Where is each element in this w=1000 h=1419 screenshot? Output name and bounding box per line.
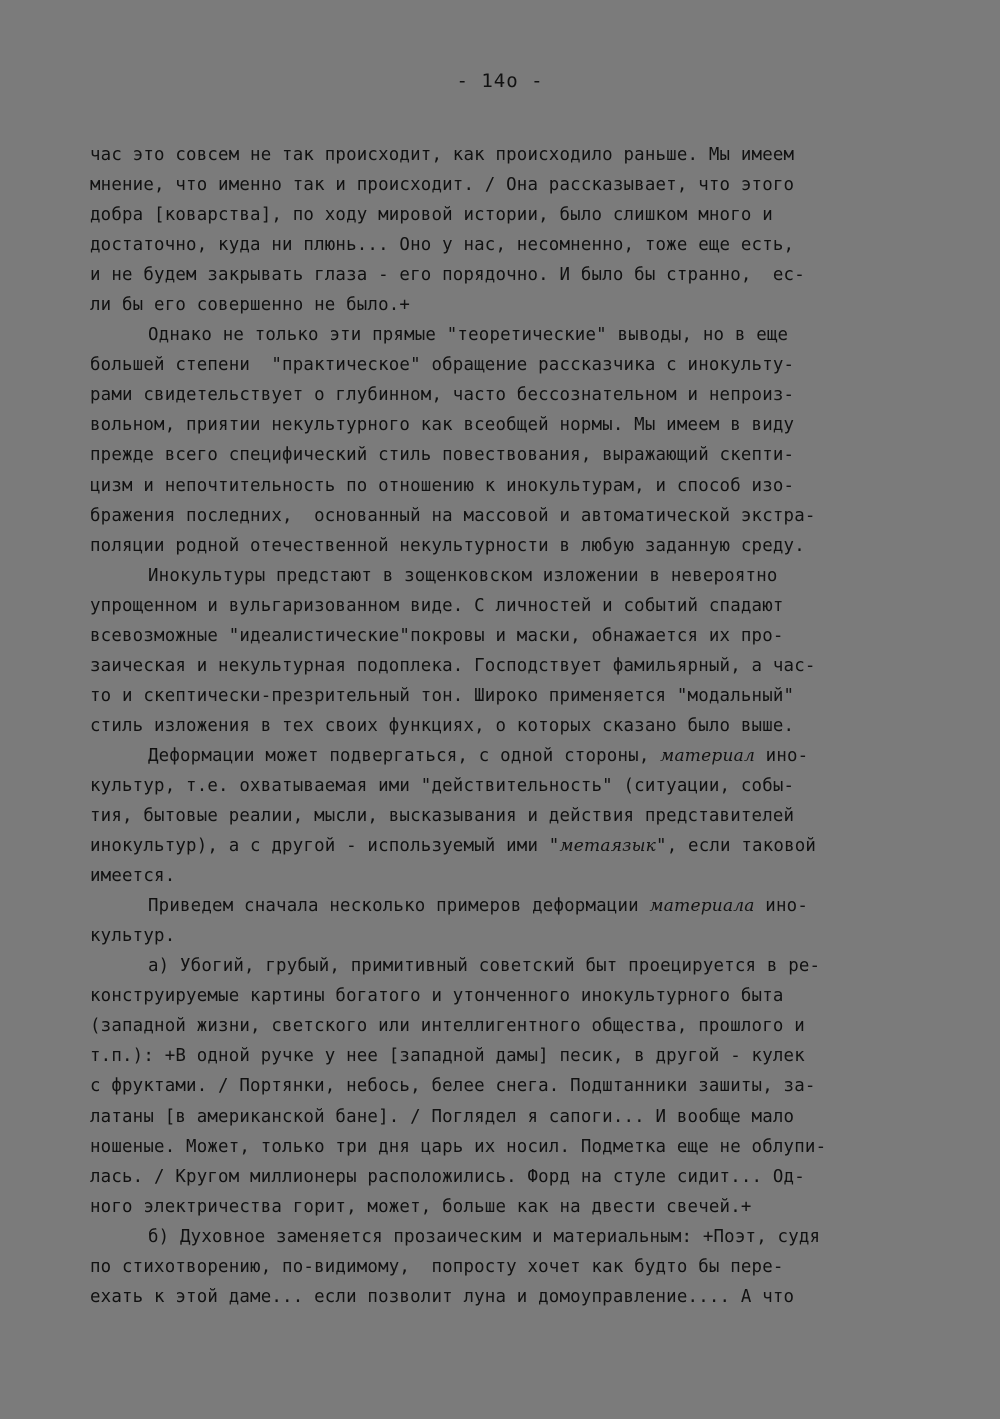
- text-line: [90, 741, 920, 771]
- text-line: ехать к этой даме... если позволит луна и домоуправление.... А что: [90, 1286, 795, 1307]
- text-line: упрощенном и вульгаризованном виде. С личностей и событий спадают: [90, 595, 784, 616]
- text-segment: ", если таковой: [656, 836, 817, 857]
- text-line: с фруктами. / Портянки, небось, белее снега. Подштанники зашиты, за-: [90, 1076, 816, 1097]
- text-line: культур.: [90, 926, 176, 947]
- body-text: [90, 140, 920, 1312]
- text-line: лась. / Кругом миллионеры расположились. Форд на стуле сидит... Од-: [90, 1166, 805, 1187]
- text-line: бражения последних, основанный на массовой и автоматической экстра-: [90, 505, 816, 526]
- text-line: Инокультуры предстают в зощенковском изложении в невероятно: [148, 565, 778, 586]
- text-segment: ино-: [754, 745, 809, 766]
- text-line: Однако не только эти прямые "теоретические" выводы, но в еще: [148, 325, 789, 346]
- text-line: [90, 891, 920, 921]
- text-line: цизм и непочтительность по отношению к инокультурам, и способ изо-: [90, 475, 795, 496]
- text-line: ного электричества горит, может, больше как на двести свечей.+: [90, 1196, 752, 1217]
- text-line: тия, бытовые реалии, мысли, высказывания и действия представителей: [90, 806, 795, 827]
- text-line: ли бы его совершенно не было.+: [90, 295, 411, 316]
- text-line: имеется.: [90, 866, 176, 887]
- text-line: т.п.): +В одной ручке у нее [западной дамы] песик, в другой - кулек: [90, 1046, 805, 1067]
- text-segment: Приведем сначала несколько примеров деформации: [148, 896, 650, 917]
- text-line: конструируемые картины богатого и утонченного инокультурного быта: [90, 986, 784, 1007]
- italic-term: материала: [649, 896, 755, 917]
- text-line: рами свидетельствует о глубинном, часто бессознательном и непроиз-: [90, 385, 795, 406]
- text-line: час это совсем не так происходит, как происходило раньше. Мы имеем: [90, 145, 795, 165]
- text-line: мнение, что именно так и происходит. / Она рассказывает, что этого: [90, 175, 795, 196]
- text-line: [90, 831, 920, 861]
- text-line: а) Убогий, грубый, примитивный советский быт проецируется в ре-: [148, 956, 821, 977]
- text-line: ношеные. Может, только три дня царь их носил. Подметка еще не облупи-: [90, 1136, 827, 1157]
- italic-term: метаязык: [559, 836, 657, 857]
- text-line: большей степени "практическое" обращение рассказчика с инокульту-: [90, 355, 795, 376]
- page-number: - 14о -: [456, 70, 544, 92]
- text-segment: Деформации может подвергаться, с одной стороны,: [148, 745, 661, 766]
- text-line: то и скептически-презрительный тон. Широко применяется "модальный": [90, 685, 795, 706]
- text-line: добра [коварства], по ходу мировой истории, было слишком много и: [90, 205, 773, 226]
- text-segment: ино-: [754, 896, 808, 917]
- text-line: всевозможные "идеалистические"покровы и маски, обнажается их про-: [90, 625, 784, 646]
- text-line: (западной жизни, светского или интеллигентного общества, прошлого и: [90, 1016, 805, 1037]
- text-line: б) Духовное заменяется прозаическим и материальным: +Поэт, судя: [148, 1226, 821, 1247]
- text-line: прежде всего специфический стиль повествования, выражающий скепти-: [90, 445, 795, 466]
- text-line: заическая и некультурная подоплека. Господствует фамильярный, а час-: [90, 655, 816, 676]
- text-line: по стихотворению, по-видимому, попросту хочет как будто бы пере-: [90, 1256, 784, 1277]
- text-line: стиль изложения в тех своих функциях, о которых сказано было выше.: [90, 715, 795, 736]
- text-line: культур, т.е. охватываемая ими "действительность" (ситуации, собы-: [90, 775, 795, 796]
- text-line: латаны [в американской бане]. / Поглядел я сапоги... И вообще мало: [90, 1106, 795, 1127]
- italic-term: материал: [660, 745, 755, 766]
- text-segment: инокультур), а с другой - используемый ими ": [90, 836, 560, 857]
- text-line: и не будем закрывать глаза - его порядочно. И было бы странно, ес-: [90, 265, 805, 286]
- text-line: вольном, приятии некультурного как всеобщей нормы. Мы имеем в виду: [90, 415, 795, 436]
- text-line: поляции родной отечественной некультурности в любую заданную среду.: [90, 535, 805, 556]
- text-line: достаточно, куда ни плюнь... Оно у нас, несомненно, тоже еще есть,: [90, 235, 795, 256]
